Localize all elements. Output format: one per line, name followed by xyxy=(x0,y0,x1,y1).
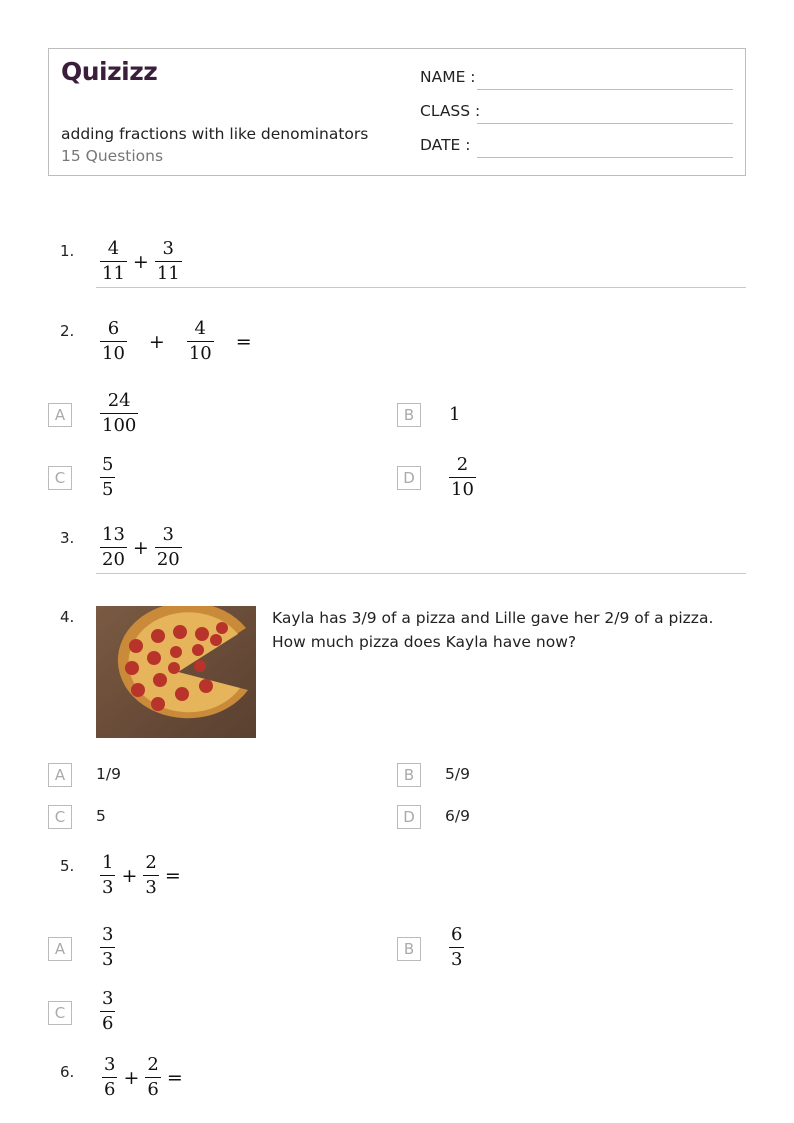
pizza-image xyxy=(96,606,256,738)
equals-sign: = xyxy=(166,1066,183,1089)
fraction: $\frac{3}{11}$ xyxy=(156,238,180,284)
option-c-box[interactable]: C xyxy=(48,805,72,829)
name-label: NAME : xyxy=(420,68,476,86)
fraction: $\frac{1}{3}$ xyxy=(102,852,114,898)
option-c-answer: 5 xyxy=(96,807,106,825)
plus-sign: + xyxy=(132,250,149,273)
plus-sign: + xyxy=(123,1066,140,1089)
question-6-number: 6. xyxy=(60,1063,75,1081)
equals-sign: = xyxy=(235,330,252,353)
fraction: $\frac{13}{20}$ xyxy=(102,524,125,570)
class-label: CLASS : xyxy=(420,102,481,120)
answer-line xyxy=(96,287,746,288)
question-5-expression xyxy=(100,854,187,897)
question-1-expression xyxy=(100,240,182,283)
question-5-number: 5. xyxy=(60,857,75,875)
fraction: $\frac{6}{10}$ xyxy=(102,318,125,364)
option-b-box[interactable]: B xyxy=(397,403,421,427)
question-3-number: 3. xyxy=(60,529,75,547)
option-c-box[interactable]: C xyxy=(48,1001,72,1025)
worksheet-title: adding fractions with like denominators xyxy=(61,125,369,143)
option-b-answer: 5/9 xyxy=(445,765,470,783)
worksheet-header xyxy=(48,48,746,176)
question-4-text: Kayla has 3/9 of a pizza and Lille gave her 2/9 of a pizza. How much pizza does Kayla have now? xyxy=(272,609,714,651)
question-2-expression xyxy=(100,320,274,363)
question-count: 15 Questions xyxy=(61,147,164,165)
answer-line xyxy=(96,573,746,574)
name-line xyxy=(477,89,733,90)
plus-sign: + xyxy=(132,536,149,559)
class-line xyxy=(477,123,733,124)
plus-sign: + xyxy=(121,864,138,887)
option-c-answer: $\frac{3}{6}$ xyxy=(102,988,114,1034)
option-d-answer: $\frac{2}{10}$ xyxy=(451,454,474,500)
option-b-answer: $\frac{6}{3}$ xyxy=(451,924,463,970)
option-b-box[interactable]: B xyxy=(397,763,421,787)
option-a-answer: $\frac{24}{100}$ xyxy=(102,390,137,436)
fraction: $\frac{3}{20}$ xyxy=(156,524,180,570)
question-1-number: 1. xyxy=(60,242,75,260)
fraction: $\frac{3}{6}$ xyxy=(104,1054,116,1100)
date-label: DATE : xyxy=(420,136,471,154)
question-6-expression xyxy=(102,1056,189,1099)
option-a-box[interactable]: A xyxy=(48,763,72,787)
quizizz-logo: Quizizz xyxy=(61,57,158,86)
option-a-answer: 1/9 xyxy=(96,765,121,783)
fraction: $\frac{4}{11}$ xyxy=(102,238,125,284)
date-line xyxy=(477,157,733,158)
option-d-answer: 6/9 xyxy=(445,807,470,825)
option-a-answer: $\frac{3}{3}$ xyxy=(102,924,114,970)
option-d-box[interactable]: D xyxy=(397,805,421,829)
option-d-box[interactable]: D xyxy=(397,466,421,490)
plus-sign: + xyxy=(148,330,165,353)
option-b-box[interactable]: B xyxy=(397,937,421,961)
fraction: $\frac{2}{6}$ xyxy=(147,1054,159,1100)
option-a-box[interactable]: A xyxy=(48,937,72,961)
option-c-box[interactable]: C xyxy=(48,466,72,490)
fraction: $\frac{2}{3}$ xyxy=(145,852,157,898)
fraction: $\frac{4}{10}$ xyxy=(188,318,212,364)
option-a-box[interactable]: A xyxy=(48,403,72,427)
option-c-answer: $\frac{5}{5}$ xyxy=(102,454,114,500)
question-4-number: 4. xyxy=(60,608,75,626)
option-b-answer: 1 xyxy=(449,404,461,425)
equals-sign: = xyxy=(164,864,181,887)
question-3-expression xyxy=(100,526,182,569)
question-2-number: 2. xyxy=(60,322,75,340)
